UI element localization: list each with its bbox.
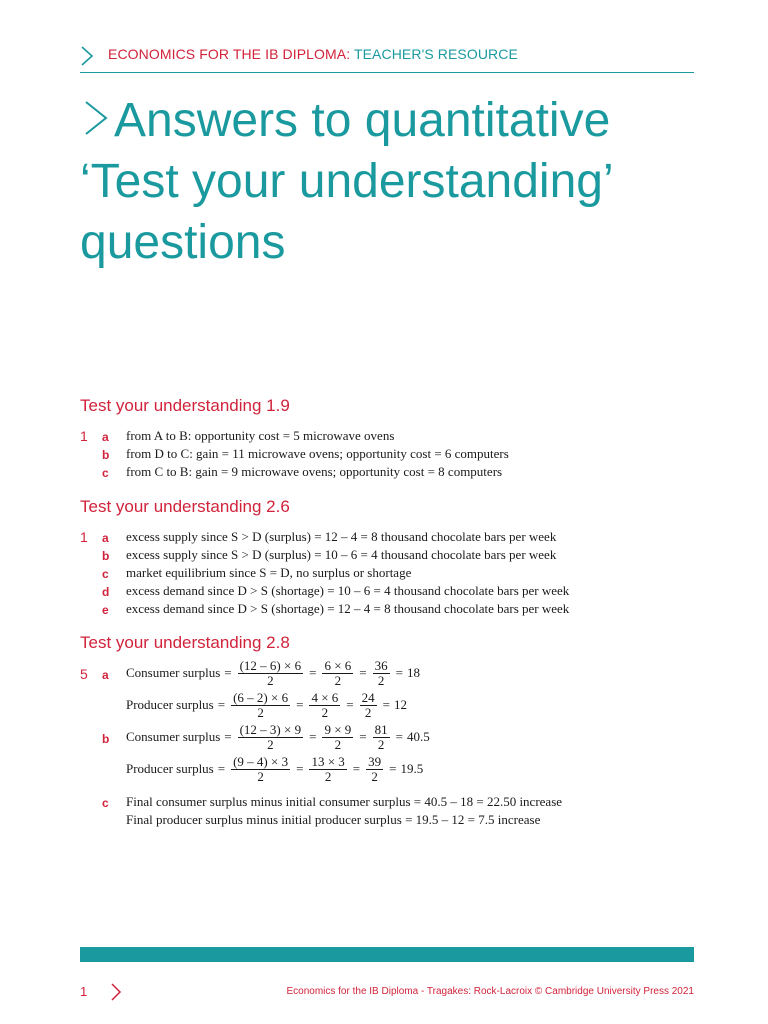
part-label: c — [102, 796, 109, 810]
equation-result: 40.5 — [406, 729, 430, 744]
footer-credit: Economics for the IB Diploma - Tragakes: Rock-Lacroix © Cambridge University Press 2021 — [286, 986, 694, 997]
header-text — [108, 46, 518, 62]
chevron-right-icon — [110, 982, 122, 1002]
answer-line: excess demand since D > S (shortage) = 12 – 4 = 8 thousand chocolate bars per week — [126, 601, 570, 616]
part-label: c — [102, 567, 109, 581]
section-heading-2-6: Test your understanding 2.6 — [80, 497, 290, 516]
question-number: 1 — [80, 428, 88, 444]
answer-line: market equilibrium since S = D, no surplus or shortage — [126, 565, 412, 580]
part-label: e — [102, 603, 109, 617]
fraction: $\frac{(12 - 3) \times 9}{2}$ — [239, 721, 302, 752]
equation-label: Producer surplus — [126, 697, 214, 712]
fraction: $\frac{(9 - 4) \times 3}{2}$ — [233, 753, 289, 784]
fraction: $\frac{81}{2}$ — [374, 721, 388, 752]
fraction: $\frac{24}{2}$ — [361, 689, 375, 720]
question-number: 5 — [80, 666, 88, 682]
equation-result: 12 — [393, 697, 407, 712]
answer-line: excess supply since S > D (surplus) = 10 – 6 = 4 thousand chocolate bars per week — [126, 547, 557, 562]
chevron-right-icon — [80, 98, 110, 138]
fraction: $\frac{(6 - 2) \times 6}{2}$ — [233, 689, 289, 720]
fraction: $\frac{6 \times 6}{2}$ — [324, 657, 352, 688]
fraction: $\frac{4 \times 6}{2}$ — [311, 689, 339, 720]
page-title — [80, 90, 700, 273]
answer-line: excess supply since S > D (surplus) = 12 – 4 = 8 thousand chocolate bars per week — [126, 529, 557, 544]
producer-surplus-equation: Producer surplus = $\frac{(9 - 4) \times 3}{2}$ = $\frac{13 \times 3}{2}$ = $\frac{39}{2}$ = 19.5 — [126, 753, 424, 784]
page-number: 1 — [80, 984, 88, 999]
header-resource: TEACHER'S RESOURCE — [350, 46, 518, 62]
answer-line: from A to B: opportunity cost = 5 microwave ovens — [126, 428, 395, 443]
part-label: d — [102, 585, 110, 599]
equation-label: Consumer surplus — [126, 665, 221, 680]
fraction: $\frac{13 \times 3}{2}$ — [311, 753, 345, 784]
fraction: $\frac{39}{2}$ — [368, 753, 382, 784]
fraction: $\frac{(12 - 6) \times 6}{2}$ — [239, 657, 302, 688]
equation-result: 19.5 — [400, 761, 424, 776]
section-heading-2-8: Test your understanding 2.8 — [80, 633, 290, 652]
section-heading-1-9: Test your understanding 1.9 — [80, 396, 290, 415]
page-title-text: Answers to quantitative ‘Test your understanding’ questions — [80, 94, 612, 269]
equation-label: Consumer surplus — [126, 729, 221, 744]
answer-line: Final producer surplus minus initial producer surplus = 19.5 – 12 = 7.5 increase — [126, 812, 541, 827]
part-label: b — [102, 448, 110, 462]
question-number: 1 — [80, 529, 88, 545]
chevron-right-icon — [80, 45, 94, 67]
part-label: a — [102, 430, 109, 444]
part-label: c — [102, 466, 109, 480]
answer-line: excess demand since D > S (shortage) = 10 – 6 = 4 thousand chocolate bars per week — [126, 583, 570, 598]
part-label: b — [102, 549, 110, 563]
fraction: $\frac{9 \times 9}{2}$ — [324, 721, 352, 752]
footer-bar — [80, 947, 694, 962]
part-label: b — [102, 732, 110, 746]
answer-line: Final consumer surplus minus initial consumer surplus = 40.5 – 18 = 22.50 increase — [126, 794, 563, 809]
answer-line: from D to C: gain = 11 microwave ovens; opportunity cost = 6 computers — [126, 446, 509, 461]
equation-result: 18 — [406, 665, 420, 680]
running-header — [80, 40, 694, 73]
consumer-surplus-equation: Consumer surplus = $\frac{(12 - 6) \times 6}{2}$ = $\frac{6 \times 6}{2}$ = $\frac{36}{2}$ = 18 — [126, 657, 420, 688]
producer-surplus-equation: Producer surplus = $\frac{(6 - 2) \times 6}{2}$ = $\frac{4 \times 6}{2}$ = $\frac{24}{2}$ = 12 — [126, 689, 407, 720]
equation-label: Producer surplus — [126, 761, 214, 776]
consumer-surplus-equation: Consumer surplus = $\frac{(12 - 3) \times 9}{2}$ = $\frac{9 \times 9}{2}$ = $\frac{81}{2}$ = 40.5 — [126, 721, 430, 752]
header-series: ECONOMICS FOR THE IB DIPLOMA: — [108, 46, 351, 62]
answer-line: from C to B: gain = 9 microwave ovens; opportunity cost = 8 computers — [126, 464, 503, 479]
fraction: $\frac{36}{2}$ — [374, 657, 388, 688]
part-label: a — [102, 531, 109, 545]
part-label: a — [102, 668, 109, 682]
